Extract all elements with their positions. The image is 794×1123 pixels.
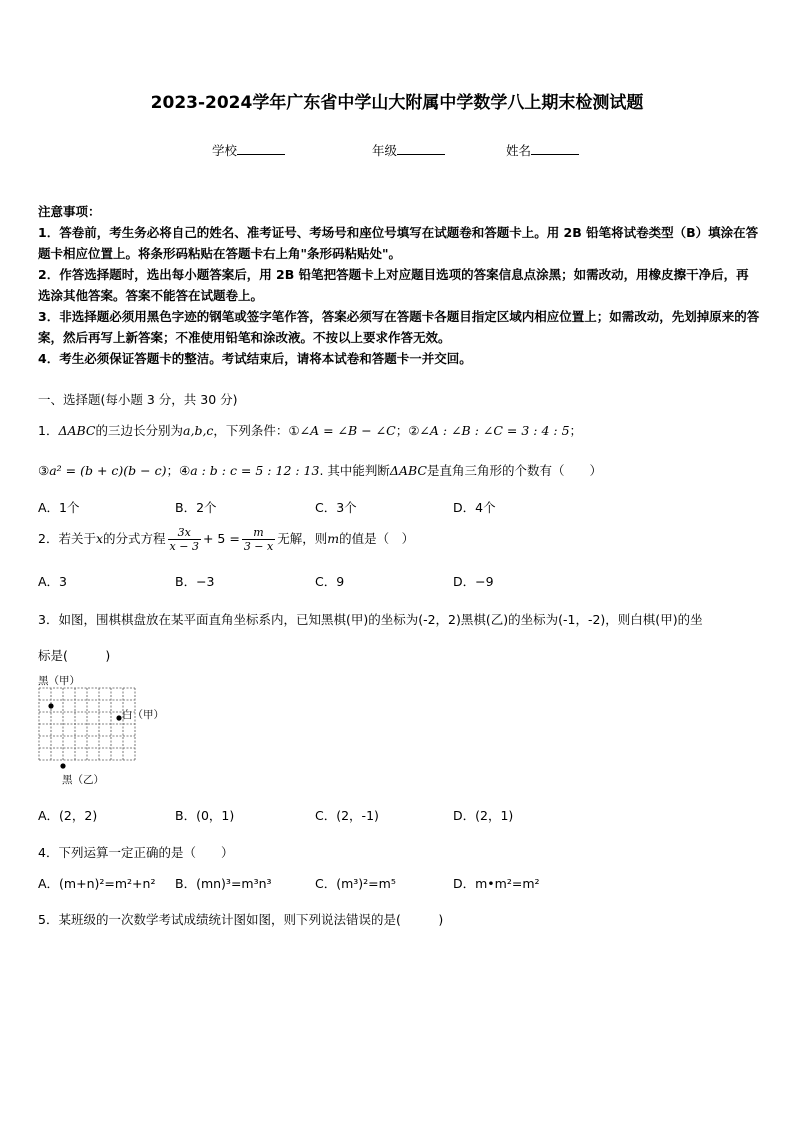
- label-black-b: 黑（乙）: [62, 774, 104, 786]
- q1-text: 是直角三角形的个数有（ ）: [426, 463, 602, 478]
- q1-text: ；④: [166, 463, 191, 478]
- go-board-figure: [38, 686, 138, 770]
- q1-triangle: ΔABC: [58, 423, 96, 438]
- q3-option-d: D．(2，1): [453, 808, 514, 823]
- board-grid: [39, 688, 135, 760]
- q2-text: 的值是（ ）: [339, 531, 415, 546]
- q1-text: ；: [569, 423, 583, 438]
- label-black-a: 黑（甲）: [38, 675, 80, 687]
- question-3-line-2: 标是( ): [38, 648, 111, 663]
- q2-fraction-2: [242, 526, 275, 553]
- q2-option-a: A．3: [38, 574, 68, 589]
- grade-field: [372, 141, 445, 159]
- q3-option-a: A．(2，2): [38, 808, 98, 823]
- q1-text: . 其中能判断: [319, 463, 390, 478]
- q4-option-d: D．m•m²=m²: [453, 876, 540, 891]
- school-blank: [237, 142, 285, 155]
- question-2: [38, 526, 414, 553]
- q3-option-c: C．(2，-1): [315, 808, 379, 823]
- q1-triangle: ΔABC: [389, 463, 427, 478]
- q2-frac2-numerator: m: [242, 526, 275, 540]
- q4-option-c: C．(m³)²=m⁵: [315, 876, 396, 891]
- q4-option-b: B．(mn)³=m³n³: [175, 876, 272, 891]
- q2-var-m: m: [327, 531, 340, 546]
- label-white-a: 白（甲）: [122, 709, 164, 721]
- white-stone-a: [116, 715, 121, 720]
- question-1-line-1: [38, 421, 582, 439]
- q1-option-b: B．2个: [175, 500, 217, 515]
- name-blank: [531, 142, 579, 155]
- name-label: 姓名: [506, 143, 532, 158]
- q2-var-x: x: [95, 531, 104, 546]
- q2-option-c: C．9: [315, 574, 345, 589]
- q1-text: ；②: [395, 423, 420, 438]
- q2-frac2-denominator: 3 − x: [243, 540, 274, 553]
- q1-text: ③: [38, 463, 50, 478]
- school-field: [212, 141, 285, 159]
- question-1-line-2: [38, 461, 602, 479]
- q3-option-b: B．(0，1): [175, 808, 235, 823]
- note-item-3: 3．非选择题必须用黑色字迹的钢笔或签字笔作答，答案必须写在答题卡各题目指定区域内相应位置上；如需改动，先划掉原来的答案，然后再写上新答案；不准使用铅笔和涂改液。不按以上要求作答无效。: [38, 309, 760, 345]
- school-label: 学校: [212, 143, 238, 158]
- q1-option-d: D．4个: [453, 500, 496, 515]
- q1-option-c: C．3个: [315, 500, 357, 515]
- q1-number: 1．: [38, 423, 59, 438]
- question-3-line-1: 3．如图，围棋棋盘放在某平面直角坐标系内，已知黑棋(甲)的坐标为(-2，2)黑棋(乙)的坐标为(-1，-2)，则白棋(甲)的坐: [38, 612, 703, 627]
- q2-text: + 5 =: [202, 531, 240, 546]
- q2-text: 无解，则: [277, 531, 328, 546]
- question-4: 4．下列运算一定正确的是（ ）: [38, 845, 234, 860]
- q1-condition-2: ∠A : ∠B : ∠C = 3 : 4 : 5: [419, 423, 570, 438]
- note-item-4: 4．考生必须保证答题卡的整洁。考试结束后，请将本试卷和答题卡一并交回。: [38, 351, 472, 366]
- q1-condition-4: a : b : c = 5 : 12 : 13: [190, 463, 320, 478]
- black-stone-b: [60, 763, 65, 768]
- q2-option-d: D．−9: [453, 574, 494, 589]
- q2-frac1-numerator: 3x: [168, 526, 201, 540]
- question-5: 5．某班级的一次数学考试成绩统计图如图，则下列说法错误的是( ): [38, 912, 444, 927]
- q2-fraction-1: [168, 526, 201, 553]
- q1-option-a: A．1个: [38, 500, 80, 515]
- q1-condition-1: ∠A = ∠B − ∠C: [299, 423, 396, 438]
- q1-vars: a,b,c: [183, 423, 214, 438]
- section-heading: 一、选择题(每小题 3 分，共 30 分): [38, 392, 238, 407]
- notes-section: [38, 201, 760, 369]
- page-title: 2023-2024学年广东省中学山大附属中学数学八上期末检测试题: [150, 93, 644, 113]
- q2-text: 2．若关于: [38, 531, 96, 546]
- q4-option-a: A．(m+n)²=m²+n²: [38, 876, 156, 891]
- q2-text: 的分式方程: [103, 531, 166, 546]
- notes-heading: 注意事项：: [38, 204, 101, 219]
- q1-text: 的三边长分别为: [95, 423, 184, 438]
- black-stone-a: [48, 703, 53, 708]
- note-item-2: 2．作答选择题时，选出每小题答案后，用 2B 铅笔把答题卡上对应题目选项的答案信息点涂黑；如需改动，用橡皮擦干净后，再选涂其他答案。答案不能答在试题卷上。: [38, 267, 749, 303]
- q2-option-b: B．−3: [175, 574, 215, 589]
- grade-blank: [397, 142, 445, 155]
- q2-frac1-denominator: x − 3: [169, 540, 199, 553]
- q1-text: ，下列条件：①: [213, 423, 300, 438]
- grade-label: 年级: [372, 143, 398, 158]
- name-field: [506, 141, 579, 159]
- note-item-1: 1．答卷前，考生务必将自己的姓名、准考证号、考场号和座位号填写在试题卷和答题卡上。用 2B 铅笔将试卷类型（B）填涂在答题卡相应位置上。将条形码粘贴在答题卡右上角"条形码粘贴处"。: [38, 225, 759, 261]
- q1-condition-3: a² = (b + c)(b − c): [49, 463, 167, 478]
